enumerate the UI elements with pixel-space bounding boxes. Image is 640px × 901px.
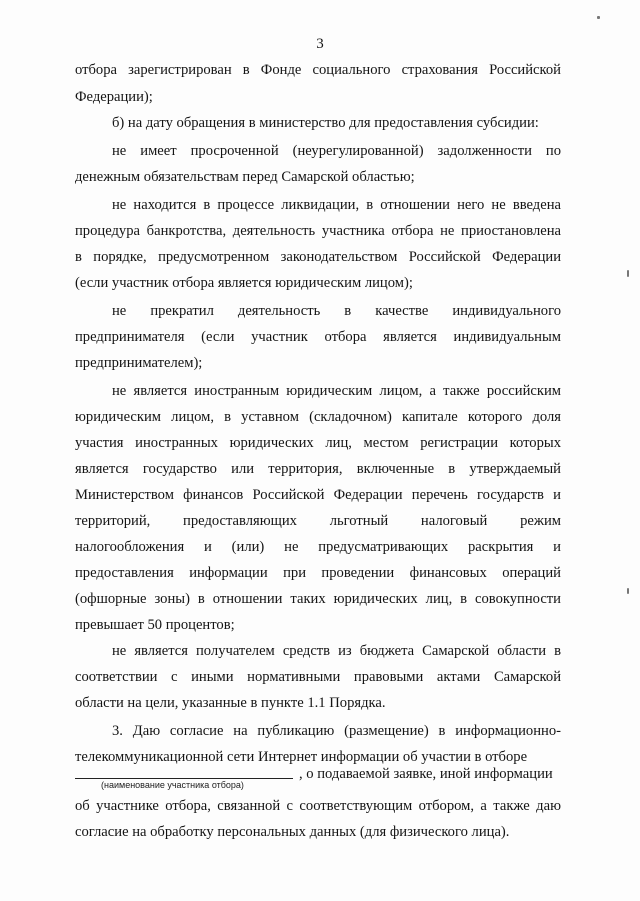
text-line: телекоммуникационной сети Интернет информации об участии в отборе [75, 749, 528, 765]
text-line: области на цели, указанные в пункте 1.1 Порядка. [75, 695, 386, 711]
text-line: предпринимателя (если участник отбора является индивидуальным [75, 329, 561, 345]
participant-name-blank[interactable] [75, 778, 293, 779]
text-line: процедура банкротства, деятельность участника отбора не приостановлена [75, 223, 561, 239]
page-number: 3 [316, 36, 324, 52]
text-line: юридическим лицом, в уставном (складочном) капитале которого доля [75, 409, 561, 425]
text-line: превышает 50 процентов; [75, 617, 235, 633]
text-line: Министерством финансов Российской Федерации перечень государств и [75, 487, 561, 503]
participant-name-caption: (наименование участника отбора) [101, 780, 244, 790]
text-line: б) на дату обращения в министерство для предоставления субсидии: [112, 115, 539, 131]
text-line: не является иностранным юридическим лицом, а также российским [112, 383, 561, 399]
text-line: согласие на обработку персональных данных (для физического лица). [75, 824, 510, 840]
text-line: Федерации); [75, 89, 153, 105]
text-line: 3. Даю согласие на публикацию (размещение) в информационно- [112, 723, 561, 739]
text-line: не находится в процессе ликвидации, в отношении него не введена [112, 197, 561, 213]
text-line: отбора зарегистрирован в Фонде социального страхования Российской [75, 62, 561, 78]
signature-line-text: , о подаваемой заявке, иной информации [299, 766, 553, 782]
scan-speck [627, 270, 629, 277]
text-line: участия иностранных юридических лиц, местом регистрации которых [75, 435, 561, 451]
text-line: предпринимателем); [75, 355, 203, 371]
text-line: не имеет просроченной (неурегулированной) задолженности по [112, 143, 561, 159]
scan-speck [597, 16, 600, 19]
text-line: налогообложения и (или) не предусматривающих раскрытия и [75, 539, 561, 555]
text-line: (офшорные зоны) в отношении таких юридических лиц, в совокупности [75, 591, 561, 607]
text-line: территорий, предоставляющих льготный налоговый режим [75, 513, 561, 529]
text-line: (если участник отбора является юридическим лицом); [75, 275, 413, 291]
text-line: не является получателем средств из бюджета Самарской области в [112, 643, 561, 659]
scan-speck [627, 588, 629, 594]
text-line: денежным обязательствам перед Самарской областью; [75, 169, 415, 185]
text-line: об участнике отбора, связанной с соответствующим отбором, а также даю [75, 798, 561, 814]
text-line: соответствии с иными нормативными правовыми актами Самарской [75, 669, 561, 685]
signature-line [75, 764, 561, 798]
text-line: предоставления информации при проведении финансовых операций [75, 565, 561, 581]
text-line: не прекратил деятельность в качестве индивидуального [112, 303, 561, 319]
text-line: в порядке, предусмотренном законодательством Российской Федерации [75, 249, 561, 265]
text-line: является государство или территория, включенные в утверждаемый [75, 461, 561, 477]
